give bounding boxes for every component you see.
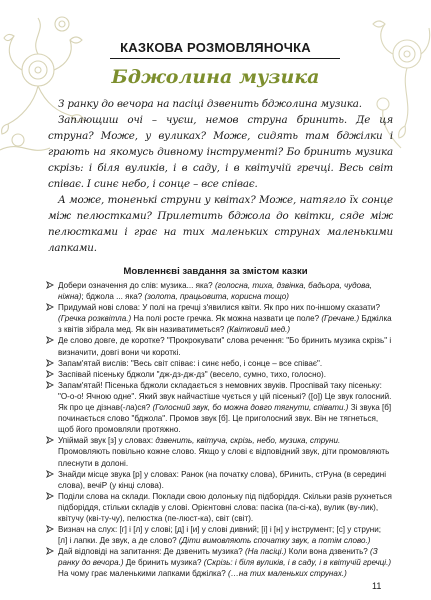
task-answer: (Гречане.) — [321, 314, 360, 324]
task-text: Де бринить музика? — [123, 558, 204, 568]
task-text: Знайди місце звука [р] у словах: Ранок (на початку слова), бРинить, стРуна (в середині слова), вечіР (у кінці слова). — [58, 469, 387, 490]
arrow-bullet-icon — [46, 436, 54, 444]
story-paragraph: З ранку до вечора на пасіці дзвенить бджолина музика. — [58, 98, 362, 110]
task-answer: дзвенить, квітуча, скрізь, небо, музика, струни. — [155, 436, 341, 446]
task-item — [58, 491, 392, 524]
task-text: Придумай нові слова: У полі на гречці з'явилися квіти. Як про них по-іншому сказати? — [58, 303, 380, 313]
arrow-bullet-icon — [46, 525, 54, 533]
section-title: КАЗКОВА РОЗМОВЛЯНОЧКА — [120, 40, 311, 55]
arrow-bullet-icon — [46, 492, 54, 500]
task-answer: (Діти вимовляють спочатку звук, а потім слово.) — [178, 536, 371, 546]
task-item — [58, 546, 392, 579]
story-paragraph: А може, тоненькі струни у квітах? Може, натягло їх сонце між пелюстками? Прилетить бджола до квітки, сяде між пелюстками і грає на тих маленьких струнах маленькими лапками. — [48, 194, 393, 254]
task-item — [58, 335, 392, 357]
task-answer: (З ранку до вечора.) — [58, 547, 378, 568]
task-text: Добери означення до слів: музика... яка? — [58, 281, 215, 290]
task-answer: (…на тих маленьких струнах.) — [228, 569, 347, 579]
task-text: Де слово довге, де коротке? "Прокрокувати" слова речення: "Бо бринить музика скрізь" і визначити, довгі вони чи короткі. — [58, 336, 392, 357]
task-item — [58, 524, 392, 546]
arrow-bullet-icon — [46, 370, 54, 378]
task-answer: (золота, працьовита, корисна тощо) — [144, 292, 289, 302]
story-text — [48, 96, 393, 256]
task-answer: (голосна, тиха, дзвінка, бадьора, чудова, ніжна) — [58, 281, 372, 302]
task-item — [58, 435, 392, 468]
task-item — [58, 369, 392, 380]
task-text: На чому грає маленькими лапками бджілка? — [58, 569, 229, 579]
task-item — [58, 358, 392, 369]
arrow-bullet-icon — [46, 336, 54, 344]
story-paragraph: Заплющиш очі – чуєш, немов струна бринить. Де ця струна? Може, у вуликах? Може, сидять там бджілки і грають на якомусь дивному інструменті? Бо бринить музика скрізь: і біля вуликів, і в саду, і в квітучій гречці. Весь світ співає. І синє небо, і сонце – все співає. — [48, 114, 393, 190]
title-divider — [110, 58, 340, 59]
arrow-bullet-icon — [46, 470, 54, 478]
tasks-list — [58, 280, 392, 580]
task-text: Упіймай звук [з] у словах: — [58, 436, 156, 446]
arrow-bullet-icon — [46, 281, 54, 289]
task-text: ; бджола ... яка? — [81, 292, 145, 302]
task-answer: (Голосний звук, бо можна довго тягнути, співати.) — [152, 403, 349, 413]
task-text: Промовляють повільно кожне слово. Якщо у слові є відповідний звук, діти промовляють плеснути в долоні. — [58, 447, 390, 468]
arrow-bullet-icon — [46, 381, 54, 389]
task-item — [58, 380, 392, 435]
task-item — [58, 469, 392, 491]
task-answer: (На пасіці.) — [245, 547, 287, 557]
tasks-heading: Мовленнєві завдання за змістом казки — [123, 266, 308, 277]
task-item — [58, 280, 392, 302]
task-text: Бджілка з квітів зібрала мед. Як він називатиметься? — [58, 314, 392, 335]
task-text: Визнач на слух: [г] і [л] у слові; [д] і [и] у слові дивний; [і] і [н] у інструмент; [с] у струни; [л] і лапки. Де звук, а де слово? — [58, 525, 382, 546]
task-text: Запам'ятай вислів: "Весь світ співає: і синє небо, і сонце – все співає". — [58, 358, 323, 368]
arrow-bullet-icon — [46, 303, 54, 311]
task-answer: (Скрізь: і біля вуликів, і в саду, і в квітучій гречці.) — [203, 558, 392, 568]
task-answer: (Гречка розквітла.) — [58, 314, 132, 324]
task-text: Поділи слова на склади. Поклади свою долоньку під підборіддя. Скільки разів рухнеться підборіддя, стільки складів у слові. Орієнтовні слова: пасіка (па-сі-ка), вулик (ву-лик), квітучу (кві-ту-чу), пелюстка (пе-люст-ка), світ (світ). — [58, 491, 392, 523]
task-text: Дай відповіді на запитання: Де дзвенить музика? — [58, 547, 246, 557]
task-text: Заспівай пісеньку бджоли "дж-дз-дж-дз" (весело, сумно, тихо, голосно). — [58, 369, 326, 379]
task-item — [58, 302, 392, 335]
task-text: Коли вона дзвенить? — [286, 547, 371, 557]
story-title: Бджолина музика — [111, 66, 320, 88]
task-answer: (Квітковий мед.) — [226, 325, 291, 335]
task-text: Зі звука [б] починається слово "бджола". Промов звук [б]. Це приголосний звук. Він не тягнеться, щоб його промовляли протяжно. — [58, 403, 392, 435]
task-text: На полі росте гречка. Як можна назвати це поле? — [131, 314, 322, 324]
task-text: Запам'ятай! Пісенька бджоли складається з немовних звуків. Проспівай таку пісеньку: "О-о-о! Ячною одне". Який звук найчастіше чується у цій пісенькі? ([о]) Це звук голосний. Як про це дізнав(-ла)ся? — [58, 380, 392, 413]
arrow-bullet-icon — [46, 547, 54, 555]
arrow-bullet-icon — [46, 359, 54, 367]
page-number: 11 — [372, 581, 382, 591]
